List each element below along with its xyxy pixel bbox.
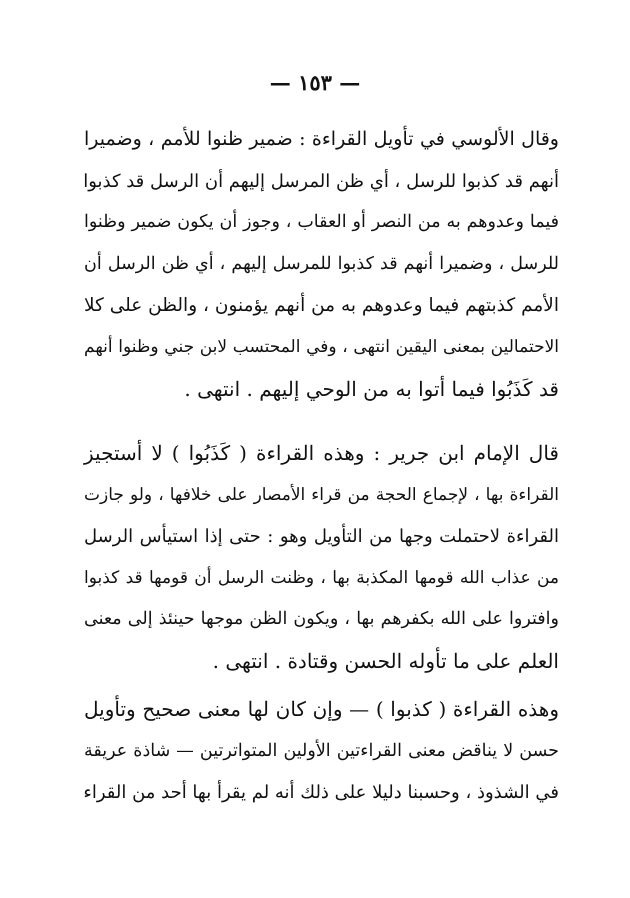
text-line: الاحتمالين بمعنى اليقين انتهى ، وفي المحتسب لابن جني وظنوا أنهم	[84, 336, 559, 357]
text-line: وقال الألوسي في تأويل القراءة : ضمير ظنوا للأمم ، وضميرا	[84, 128, 559, 150]
text-line: قد كَذَبُوا فيما أتوا به من الوحي إليهم . انتهى .	[184, 376, 559, 401]
text-line: قال الإمام ابن جرير : وهذه القراءة ( كَذَبُوا ) لا أستجيز	[84, 441, 559, 465]
text-line: للرسل ، وضميرا أنهم قد كذبوا للمرسل إليهم ، أي ظن الرسل أن	[84, 253, 559, 274]
text-line: من عذاب الله قومها المكذبة بها ، وظنت الرسل أن قومها قد كذبوا	[84, 567, 559, 588]
text-line: وهذه القراءة ( كذبوا ) — وإن كان لها معنى صحيح وتأويل	[84, 697, 559, 721]
text-line: القراءة بها ، لإجماع الحجة من قراء الأمصار على خلافها ، ولو جازت	[84, 484, 559, 505]
text-line: في الشذوذ ، وحسبنا دليلا على ذلك أنه لم يقرأ بها أحد من القراء	[83, 782, 559, 804]
paragraph-ibn-jarir	[84, 433, 559, 683]
text-line: القراءة لاحتملت وجها من التأويل وهو : حتى إذا استيأس الرسل	[84, 526, 559, 548]
paragraph-alusi	[84, 119, 559, 410]
text-line: فيما وعدوهم به من النصر أو العقاب ، وجوز أن يكون ضمير وظنوا	[84, 212, 559, 233]
page-number: — ١٥٣ —	[269, 70, 361, 95]
text-line: وافتروا على الله بكفرهم بها ، ويكون الظن موجها حينئذ إلى معنى	[84, 609, 559, 630]
text-line: حسن لا يناقض معنى القراءتين الأولين المتواترتين — شاذة عريقة	[84, 740, 559, 761]
text-line: العلم على ما تأوله الحسن وقتادة . انتهى .	[212, 648, 559, 673]
paragraph-conclusion	[84, 689, 559, 814]
text-line: أنهم قد كذبوا للرسل ، أي ظن المرسل إليهم أن الرسل قد كذبوا	[83, 170, 559, 192]
text-line: الأمم كذبتهم فيما وعدوهم به من أنهم يؤمنون ، والظن على كلا	[83, 295, 559, 317]
